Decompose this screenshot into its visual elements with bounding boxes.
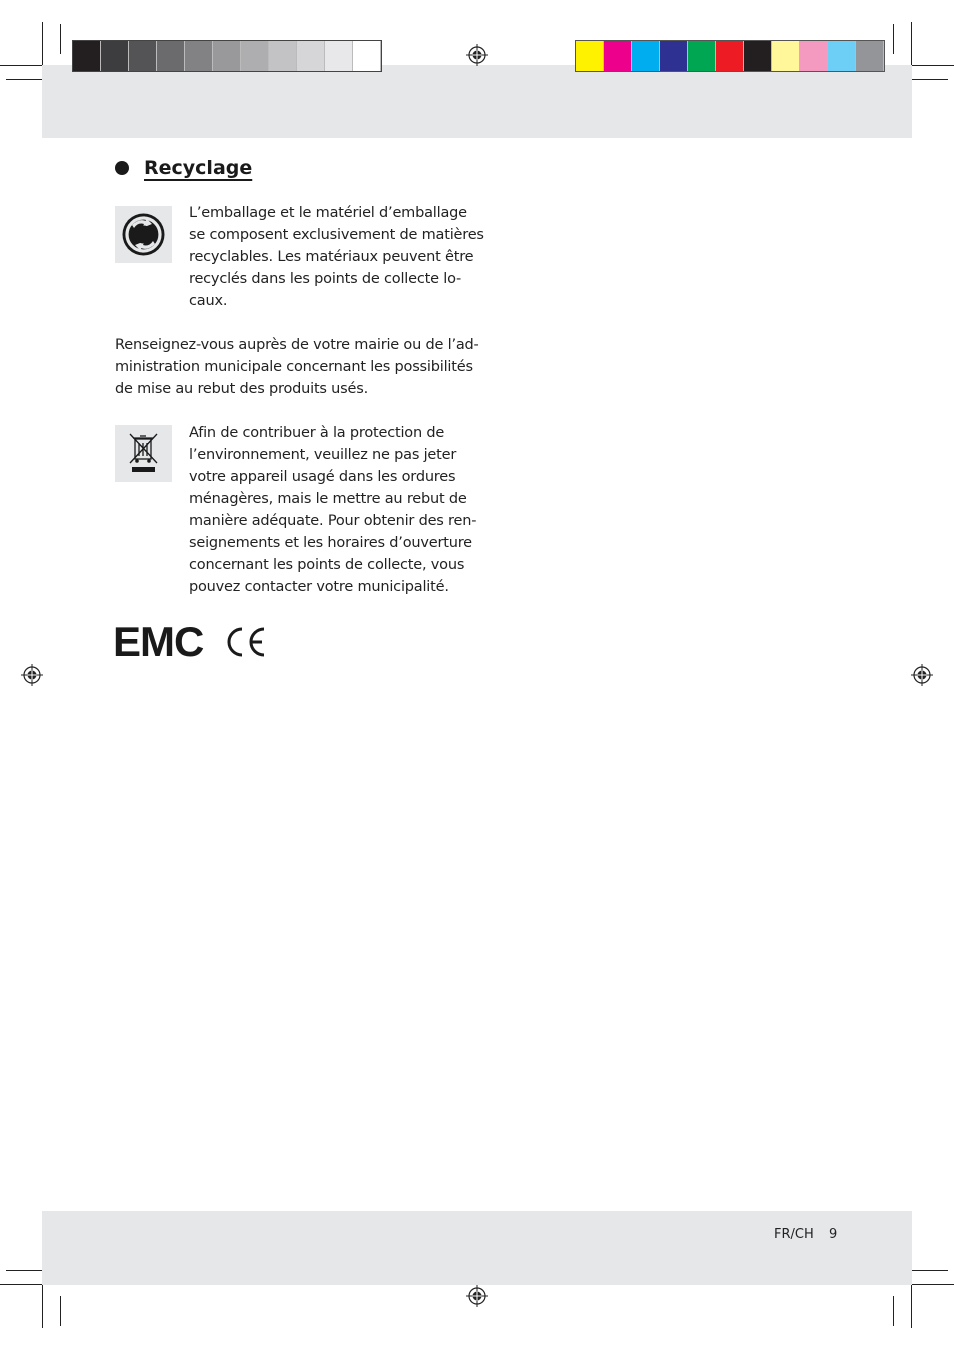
crop-mark: [912, 79, 948, 80]
info-paragraph: [115, 334, 479, 400]
disposal-paragraph: [189, 422, 476, 598]
color-swatch: [744, 41, 772, 71]
header-band: [42, 65, 912, 138]
color-swatch: [688, 41, 716, 71]
section-heading: [115, 155, 252, 181]
text-line: seignements et les horaires d’ouverture: [189, 535, 472, 551]
color-swatch: [101, 41, 129, 71]
crop-mark: [893, 1296, 894, 1326]
crop-mark: [912, 1270, 948, 1271]
text-line: ministration municipale concernant les possibilités: [115, 359, 473, 375]
text-line: concernant les points de collecte, vous: [189, 557, 465, 573]
registration-mark-icon: [911, 664, 933, 686]
text-line: caux.: [189, 293, 228, 309]
color-swatch: [241, 41, 269, 71]
text-line: L’emballage et le matériel d’emballage: [189, 205, 467, 221]
color-swatch: [716, 41, 744, 71]
crop-mark: [60, 24, 61, 54]
locale-label: FR/CH: [774, 1227, 814, 1242]
crop-mark: [42, 22, 43, 65]
color-swatch: [129, 41, 157, 71]
page-number: 9: [829, 1227, 838, 1242]
recycling-paragraph: [189, 202, 484, 312]
color-swatch: [856, 41, 884, 71]
text-line: votre appareil usagé dans les ordures: [189, 469, 456, 485]
text-line: l’environnement, veuillez ne pas jeter: [189, 447, 457, 463]
registration-mark-icon: [466, 1285, 488, 1307]
crop-mark: [60, 1296, 61, 1326]
crop-mark: [0, 65, 42, 66]
color-swatch: [353, 41, 381, 71]
crossed-out-wheelie-bin-icon: [115, 425, 172, 482]
crop-mark: [911, 22, 912, 65]
emc-mark: EMC: [113, 618, 204, 665]
color-swatch: [157, 41, 185, 71]
color-swatch: [576, 41, 604, 71]
color-swatch: [325, 41, 353, 71]
crop-mark: [893, 24, 894, 54]
crop-mark: [6, 79, 42, 80]
section-title: Recyclage: [144, 157, 253, 179]
footer-band: [42, 1211, 912, 1285]
color-swatch: [632, 41, 660, 71]
green-dot-recycling-icon: [115, 206, 172, 263]
process-color-bar: [575, 40, 885, 72]
ce-mark-icon: [224, 626, 266, 658]
color-swatch: [185, 41, 213, 71]
crop-mark: [0, 1284, 42, 1285]
text-line: recyclables. Les matériaux peuvent être: [189, 249, 474, 265]
color-swatch: [660, 41, 688, 71]
color-swatch: [269, 41, 297, 71]
grayscale-color-bar: [72, 40, 382, 72]
color-swatch: [828, 41, 856, 71]
text-line: manière adéquate. Pour obtenir des ren-: [189, 513, 477, 529]
color-swatch: [297, 41, 325, 71]
color-swatch: [604, 41, 632, 71]
text-line: recyclés dans les points de collecte lo-: [189, 271, 462, 287]
registration-mark-icon: [466, 44, 488, 66]
text-line: ménagères, mais le mettre au rebut de: [189, 491, 467, 507]
crop-mark: [911, 1285, 912, 1328]
text-line: Renseignez-vous auprès de votre mairie ou de l’ad-: [115, 337, 479, 353]
color-swatch: [213, 41, 241, 71]
text-line: se composent exclusivement de matières: [189, 227, 484, 243]
text-line: de mise au rebut des produits usés.: [115, 381, 369, 397]
registration-mark-icon: [21, 664, 43, 686]
color-swatch: [800, 41, 828, 71]
bullet-icon: [115, 161, 129, 175]
crop-mark: [912, 65, 954, 66]
text-line: pouvez contacter votre municipalité.: [189, 579, 449, 595]
color-swatch: [772, 41, 800, 71]
crop-mark: [912, 1284, 954, 1285]
text-line: Afin de contribuer à la protection de: [189, 425, 445, 441]
crop-mark: [6, 1270, 42, 1271]
crop-mark: [42, 1285, 43, 1328]
color-swatch: [73, 41, 101, 71]
